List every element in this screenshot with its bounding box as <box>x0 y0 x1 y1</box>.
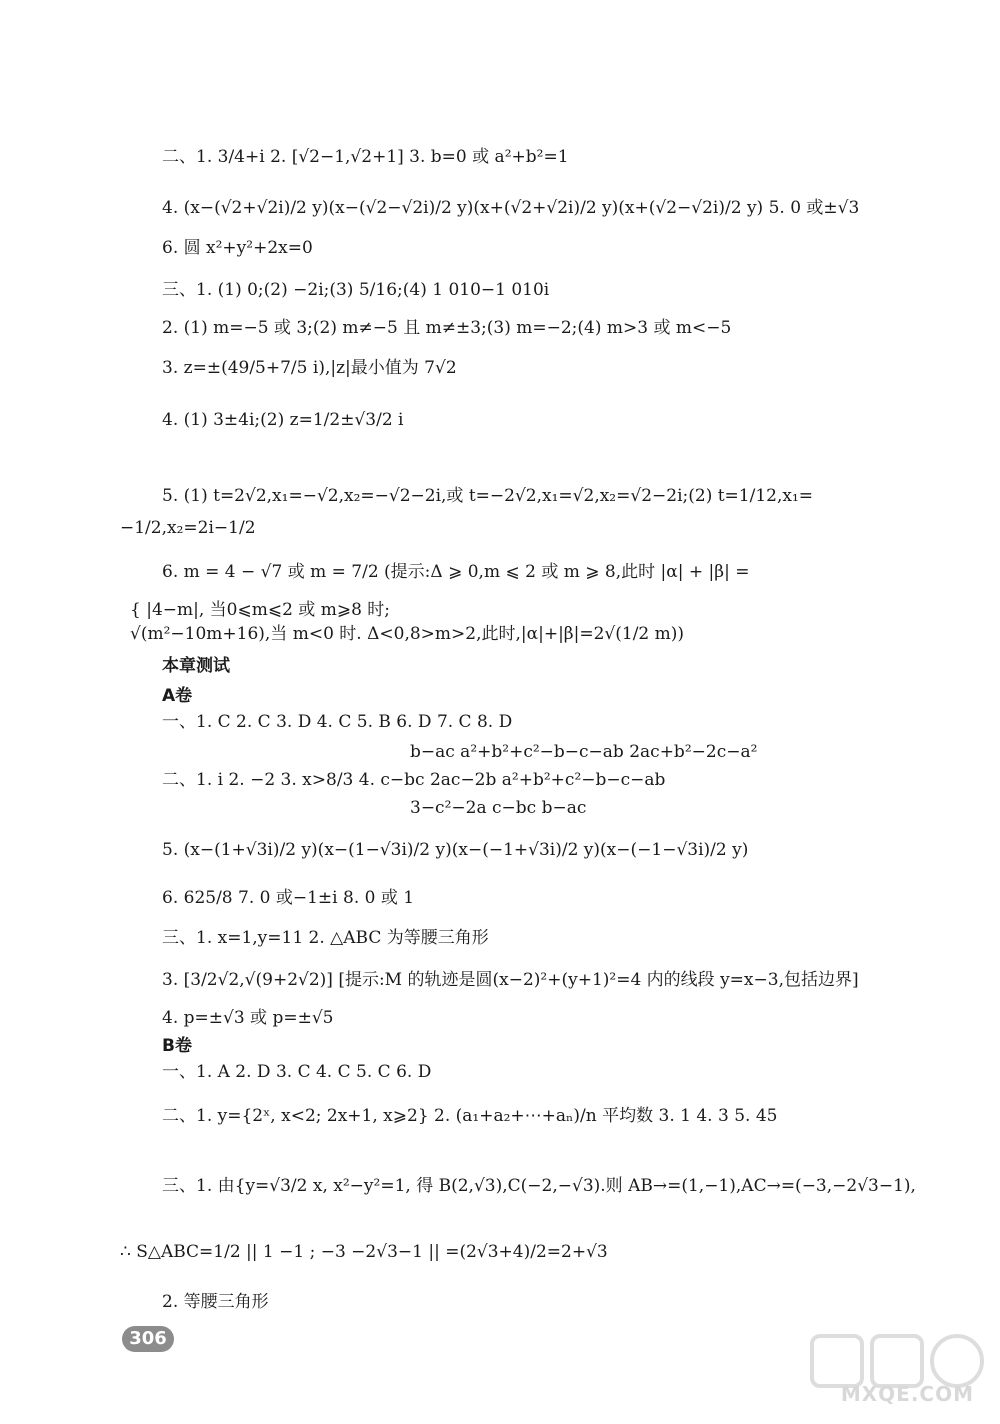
watermark-url: MXQE.COM <box>840 1382 974 1406</box>
answer-line-l14: A卷 <box>162 686 193 706</box>
answer-line-l15: 一、1. C 2. C 3. D 4. C 5. B 6. D 7. C 8. D <box>162 712 513 732</box>
answer-line-l11: { |4−m|, 当0⩽m⩽2 或 m⩾8 时; <box>130 600 391 620</box>
answer-line-l20: 6. 625/8 7. 0 或−1±i 8. 0 或 1 <box>162 888 415 908</box>
answer-line-l28: ∴ S△ABC=1/2 || 1 −1 ; −3 −2√3−1 || =(2√3+4)/2=2+√3 <box>120 1242 608 1262</box>
watermark-logo <box>802 1328 992 1416</box>
answer-line-l13: 本章测试 <box>162 656 230 676</box>
answer-line-l19: 5. (x−(1+√3i)/2 y)(x−(1−√3i)/2 y)(x−(−1+√3i)/2 y)(x−(−1−√3i)/2 y) <box>162 840 749 860</box>
answer-line-l22: 3. [3/2√2,√(9+2√2)] [提示:M 的轨迹是圆(x−2)²+(y+1)²=4 内的线段 y=x−3,包括边界] <box>162 970 859 990</box>
answer-line-l24: B卷 <box>162 1036 192 1056</box>
answer-line-l07: 4. (1) 3±4i;(2) z=1/2±√3/2 i <box>162 410 404 430</box>
answer-line-l04: 三、1. (1) 0;(2) −2i;(3) 5/16;(4) 1 010−1 010i <box>162 280 550 300</box>
answer-line-l10: 6. m = 4 − √7 或 m = 7/2 (提示:Δ ⩾ 0,m ⩽ 2 或 m ⩾ 8,此时 |α| + |β| = <box>162 562 750 582</box>
answer-line-l01: 二、1. 3/4+i 2. [√2−1,√2+1] 3. b=0 或 a²+b²=1 <box>162 147 569 167</box>
answer-line-l08: 5. (1) t=2√2,x₁=−√2,x₂=−√2−2i,或 t=−2√2,x₁=√2,x₂=√2−2i;(2) t=1/12,x₁= <box>162 486 814 506</box>
answer-line-l02: 4. (x−(√2+√2i)/2 y)(x−(√2−√2i)/2 y)(x+(√2+√2i)/2 y)(x+(√2−√2i)/2 y) 5. 0 或±√3 <box>162 198 860 218</box>
answer-line-l05: 2. (1) m=−5 或 3;(2) m≠−5 且 m≠±3;(3) m=−2;(4) m>3 或 m<−5 <box>162 318 732 338</box>
answer-line-l21: 三、1. x=1,y=11 2. △ABC 为等腰三角形 <box>162 928 489 948</box>
answer-line-l27: 三、1. 由{y=√3/2 x, x²−y²=1, 得 B(2,√3),C(−2,−√3).则 AB→=(1,−1),AC→=(−3,−2√3−1), <box>162 1176 916 1196</box>
answer-line-l29: 2. 等腰三角形 <box>162 1292 269 1312</box>
answer-line-l16: b−ac a²+b²+c²−b−c−ab 2ac+b²−2c−a² <box>410 742 758 762</box>
answer-line-l06: 3. z=±(49/5+7/5 i),|z|最小值为 7√2 <box>162 358 457 378</box>
answer-line-l23: 4. p=±√3 或 p=±√5 <box>162 1008 334 1028</box>
answer-line-l26: 二、1. y={2ˣ, x<2; 2x+1, x⩾2} 2. (a₁+a₂+⋯+aₙ)/n 平均数 3. 1 4. 3 5. 45 <box>162 1106 778 1126</box>
answer-line-l09: −1/2,x₂=2i−1/2 <box>120 518 256 538</box>
page-number-badge: 306 <box>122 1326 174 1352</box>
answer-line-l25: 一、1. A 2. D 3. C 4. C 5. C 6. D <box>162 1062 432 1082</box>
answer-line-l17: 二、1. i 2. −2 3. x>8/3 4. c−bc 2ac−2b a²+b²+c²−b−c−ab <box>162 770 666 790</box>
answer-line-l03: 6. 圆 x²+y²+2x=0 <box>162 238 313 258</box>
answer-line-l12: √(m²−10m+16),当 m<0 时. Δ<0,8>m>2,此时,|α|+|β|=2√(1/2 m)) <box>130 624 685 644</box>
answer-line-l18: 3−c²−2a c−bc b−ac <box>410 798 587 818</box>
